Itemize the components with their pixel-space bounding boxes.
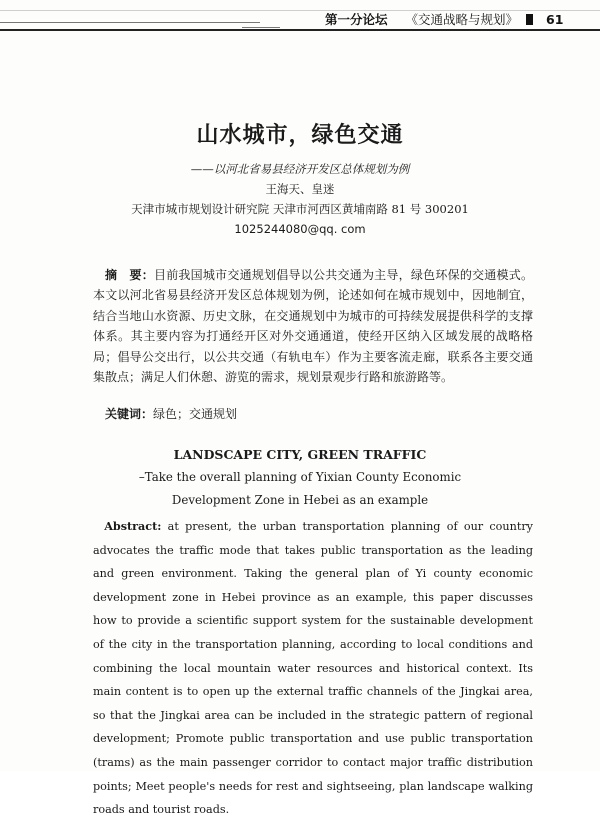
running-header bbox=[325, 10, 563, 28]
keywords-cn-text: 绿色；交通规划 bbox=[153, 407, 238, 421]
page-number: 61 bbox=[546, 12, 564, 27]
english-title: LANDSCAPE CITY, GREEN TRAFFIC bbox=[173, 447, 427, 462]
header-left-rule bbox=[0, 22, 260, 23]
abstract-cn-label: 摘 要： bbox=[105, 268, 154, 282]
article-subtitle: ——以河北省易县经济开发区总体规划为例 bbox=[190, 162, 410, 176]
abstract-chinese bbox=[93, 265, 533, 387]
header-left-rule-short bbox=[242, 27, 280, 28]
article-title: 山水城市，绿色交通 bbox=[196, 123, 404, 148]
author-email: 1025244080@qq. com bbox=[234, 222, 366, 236]
page-marker-icon bbox=[526, 14, 533, 25]
english-subtitle-line2: Development Zone in Hebei as an example bbox=[171, 493, 429, 507]
keywords-cn-label: 关键词： bbox=[105, 407, 154, 421]
header-section: 第一分论坛 bbox=[325, 12, 388, 27]
abstract-cn-text: 目前我国城市交通规划倡导以公共交通为主导，绿色环保的交通模式。本文以河北省易县经济开发区总体规划为例，论述如何在城市规划中，因地制宜，结合当地山水资源、历史文脉，在交通规划中为城市的可持续发展提供科学的支撑体系。其主要内容为打通经开区对外交通通道，使经开区纳入区域发展的战略格局；倡导公交出行，以公共交通（有轨电车）作为主要客流走廊，联系各主要交通集散点；满足人们休憩、游览的需求，规划景观步行路和旅游路等。 bbox=[93, 268, 533, 385]
english-subtitle-line1: –Take the overall planning of Yixian County Economic bbox=[138, 470, 462, 484]
author-affiliation: 天津市城市规划设计研究院 天津市河西区黄埔南路 81 号 300201 bbox=[131, 202, 469, 216]
header-bottom-rule bbox=[0, 29, 600, 31]
abstract-en-label: Abstract: bbox=[104, 519, 162, 533]
abstract-en-text: at present, the urban transportation planning of our country advocates the traffic mode that takes public transportation as the leading and green environment. Taking the general plan of Yi county economic development zone in Hebei province as an example, this paper discusses how to provide a scientific support system for the sustainable development of the city in the transportation planning, according to local conditions and combining the local mountain water resources and historical context. Its main content is to open up the external traffic channels of the Jingkai area, so that the Jingkai area can be included in the strategic pattern of regional development; Promote public transportation and use public transportation (trams) as the main passenger corridor to contact major traffic distribution points; Meet people's needs for rest and sightseeing, plan landscape walking roads and tourist roads. bbox=[93, 520, 533, 817]
header-journal: 《交通战略与规划》 bbox=[405, 12, 519, 27]
article-authors: 王海天、皇迷 bbox=[265, 182, 335, 196]
keywords-chinese bbox=[93, 405, 533, 422]
abstract-english bbox=[93, 515, 533, 822]
